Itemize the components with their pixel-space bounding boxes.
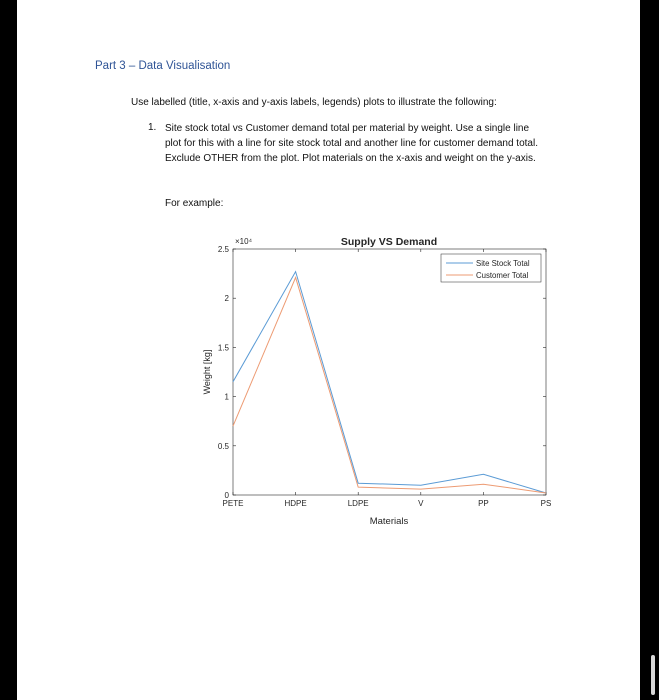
legend-label-site-stock: Site Stock Total xyxy=(476,259,530,268)
list-item-text: Site stock total vs Customer demand total per material by weight. Use a single line plot for this with a line for site stock total and another line for customer demand total. Exclude OTHER from the plot. Plot materials on the x-axis and weight on the y-axis. xyxy=(165,123,538,165)
y-tick-label: 2 xyxy=(224,294,229,304)
supply-demand-chart xyxy=(183,222,563,532)
plot-area xyxy=(233,249,546,495)
exponent-label: ×10⁴ xyxy=(235,237,253,246)
example-label: For example: xyxy=(165,198,224,209)
x-tick-label: PS xyxy=(540,499,552,508)
x-tick-label: V xyxy=(418,499,424,508)
legend-label-customer: Customer Total xyxy=(476,271,529,280)
y-tick-label: 2.5 xyxy=(217,245,229,254)
x-tick-label: HDPE xyxy=(284,499,307,508)
y-tick-label: 0 xyxy=(224,491,229,500)
legend xyxy=(441,254,541,282)
x-axis-label: Materials xyxy=(369,516,409,527)
chart-title: Supply VS Demand xyxy=(340,236,438,248)
section-heading: Part 3 – Data Visualisation xyxy=(95,60,231,72)
y-tick-label: 1 xyxy=(224,392,229,402)
x-tick-label: LDPE xyxy=(347,499,369,508)
list-item-number: 1. xyxy=(148,122,157,133)
y-axis-label: Weight [kg] xyxy=(202,349,212,395)
y-tick-label: 1.5 xyxy=(217,343,229,353)
intro-paragraph: Use labelled (title, x-axis and y-axis labels, legends) plots to illustrate the following: xyxy=(131,97,497,108)
scrollbar-thumb[interactable] xyxy=(651,655,655,695)
x-tick-label: PP xyxy=(478,499,489,508)
x-tick-label: PETE xyxy=(222,499,244,508)
y-tick-label: 0.5 xyxy=(217,441,229,451)
